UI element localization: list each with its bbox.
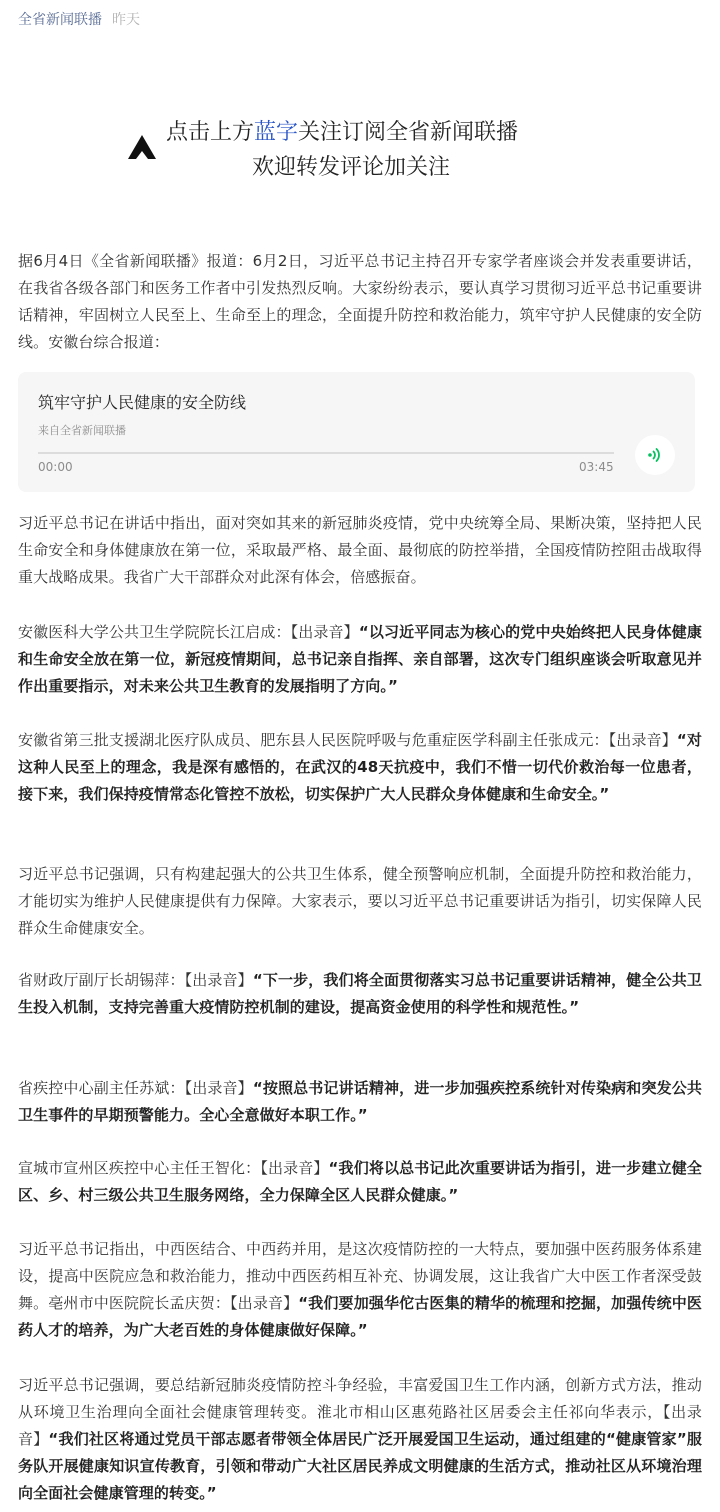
paragraph-1: 习近平总书记在讲话中指出，面对突如其来的新冠肺炎疫情，党中央统筹全局、果断决策，坚持把人民生命安全和身体健康放在第一位，采取最严格、最全面、最彻底的防控举措，全国疫情防控阻击战取得重大战略成果。我省广大干部群众对此深有体会，倍感振奋。 xyxy=(18,514,702,586)
paragraph-7: 宣城市宣州区疾控中心主任王智化：【出录音】“我们将以总书记此次重要讲话为指引，进一步建立健全区、乡、村三级公共卫生服务网络，全力保障全区人民群众健康。” xyxy=(18,1159,702,1204)
arrow-up-icon xyxy=(128,135,156,159)
account-name-link[interactable]: 全省新闻联播 xyxy=(18,12,102,28)
banner-line-2: 欢迎转发评论加关注 xyxy=(252,155,451,180)
paragraph-4: 习近平总书记强调，只有构建起强大的公共卫生体系，健全预警响应机制，全面提升防控和救治能力，才能切实为维护人民健康提供有力保障。大家表示，要以习近平总书记重要讲话为指引，切实保障人民群众生命健康安全。 xyxy=(18,865,702,937)
blue-text-highlight: 蓝字 xyxy=(254,120,299,145)
audio-wave-icon xyxy=(645,445,665,465)
article-meta xyxy=(18,10,140,30)
audio-player[interactable] xyxy=(18,372,695,492)
paragraph-9: 习近平总书记强调，要总结新冠肺炎疫情防控斗争经验，丰富爱国卫生工作内涵，创新方式方法，推动从环境卫生治理向全面社会健康管理转变。淮北市相山区惠苑路社区居委会主任祁向华表示，【出录音】“我们社区将通过党员干部志愿者带领全体居民广泛开展爱国卫生运动，通过组建的“健康管家”服务队开展健康知识宣传教育，引领和带动广大社区居民养成文明健康的生活方式，推动社区从环境治理向全面社会健康管理的转变。” xyxy=(18,1376,702,1502)
banner-line-1: 点击上方蓝字关注订阅全省新闻联播 xyxy=(166,120,519,145)
audio-play-button[interactable] xyxy=(635,435,675,475)
audio-source: 来自全省新闻联播 xyxy=(38,424,126,437)
audio-progress-bar[interactable] xyxy=(38,452,614,454)
paragraph-8: 习近平总书记指出，中西医结合、中西药并用，是这次疫情防控的一大特点，要加强中医药服务体系建设，提高中医院应急和救治能力，推动中西医药相互补充、协调发展，这让我省广大中医工作者深受鼓舞。亳州市中医院院长孟庆贺：【出录音】“我们要加强华佗古医集的精华的梳理和挖掘，加强传统中医药人才的培养，为广大老百姓的身体健康做好保障。” xyxy=(18,1240,703,1339)
audio-title: 筑牢守护人民健康的安全防线 xyxy=(38,393,247,412)
paragraph-5: 省财政厅副厅长胡锡萍：【出录音】“下一步，我们将全面贯彻落实习总书记重要讲话精神，健全公共卫生投入机制，支持完善重大疫情防控机制的建设，提高资金使用的科学性和规范性。” xyxy=(18,971,702,1016)
paragraph-6: 省疾控中心副主任苏斌：【出录音】“按照总书记讲话精神，进一步加强疾控系统针对传染病和突发公共卫生事件的早期预警能力。全心全意做好本职工作。” xyxy=(18,1079,702,1124)
intro-paragraph: 据6月4日《全省新闻联播》报道：6月2日，习近平总书记主持召开专家学者座谈会并发表重要讲话，在我省各级各部门和医务工作者中引发热烈反响。大家纷纷表示，要认真学习贯彻习近平总书记重要讲话精神，牢固树立人民至上、生命至上的理念，全面提升防控和救治能力，筑牢守护人民健康的安全防线。安徽台综合报道： xyxy=(18,252,702,351)
audio-current-time: 00:00 xyxy=(38,460,73,474)
publish-time: 昨天 xyxy=(112,12,140,28)
paragraph-2: 安徽医科大学公共卫生学院院长江启成：【出录音】“以习近平同志为核心的党中央始终把人民身体健康和生命安全放在第一位，新冠疫情期间，总书记亲自指挥、亲自部署，这次专门组织座谈会听取意见并作出重要指示，对未来公共卫生教育的发展指明了方向。” xyxy=(18,623,702,695)
paragraph-3: 安徽省第三批支援湖北医疗队成员、肥东县人民医院呼吸与危重症医学科副主任张成元：【出录音】“对这种人民至上的理念，我是深有感悟的，在武汉的48天抗疫中，我们不惜一切代价救治每一位患者，接下来，我们保持疫情常态化管控不放松，切实保护广大人民群众身体健康和生命安全。” xyxy=(18,731,702,803)
audio-duration: 03:45 xyxy=(579,460,614,474)
